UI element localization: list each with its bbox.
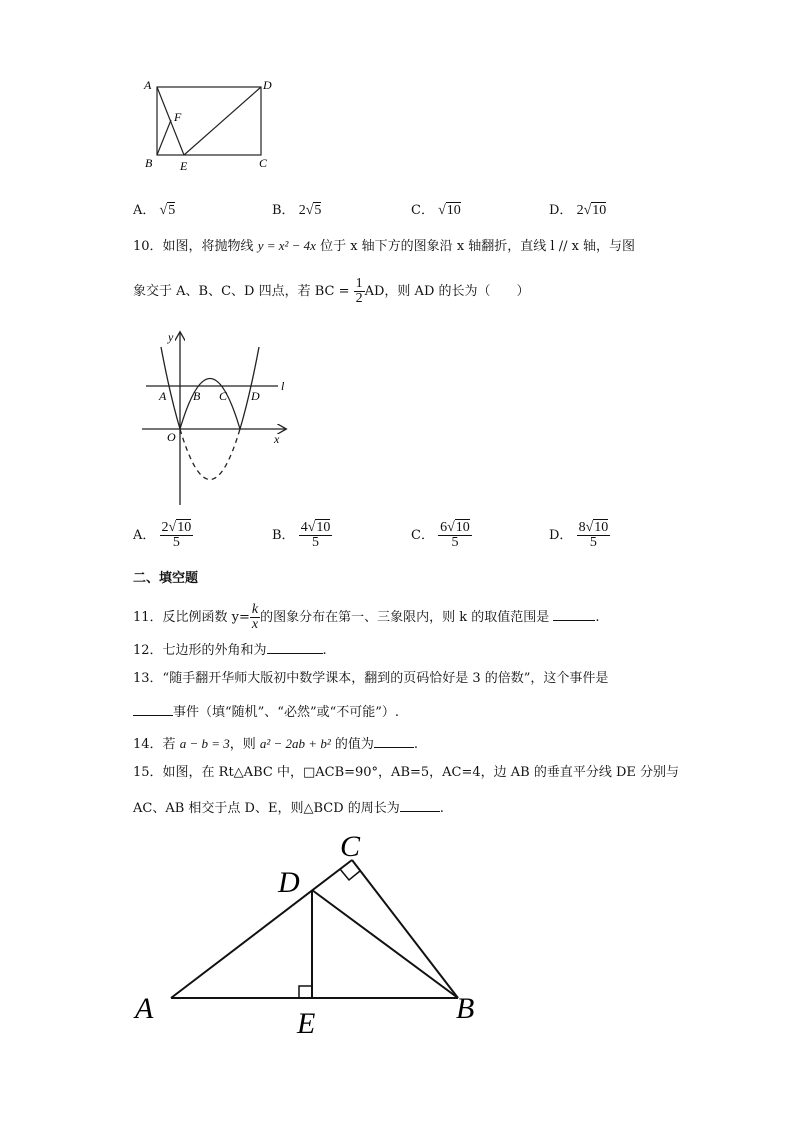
option-letter: A．	[133, 528, 156, 543]
q13-line-1: 13．“随手翻开华师大版初中数学课本，翻到的页码恰好是 3 的倍数”，这个事件是	[133, 671, 609, 686]
option-letter: D．	[549, 203, 573, 218]
q10-option-d	[549, 521, 610, 550]
parabola-right-branch	[240, 347, 259, 429]
label-a: A	[144, 78, 152, 92]
option-value: √5	[159, 203, 176, 218]
q10-line-2: 象交于 A、B、C、D 四点，若 BC = $\frac{1}{2}$ AD，则 AD 的长为（ ）	[133, 276, 530, 306]
label-x: x	[274, 432, 280, 446]
option-value: 2√5	[298, 203, 322, 218]
q10-line-1: 10．如图，将抛物线 y = x² − 4x 位于 x 轴下方的图象沿 x 轴翻折，直线 l // x 轴，与图	[133, 238, 636, 254]
q9-option-d	[549, 199, 606, 219]
label-b: B	[456, 992, 475, 1025]
label-l: l	[281, 379, 285, 393]
label-a: A	[135, 992, 154, 1025]
label-d: D	[263, 78, 272, 92]
answer-blank[interactable]	[267, 639, 323, 654]
label-c: C	[259, 156, 268, 170]
label-c: C	[340, 830, 361, 863]
figure-parabola	[140, 325, 295, 510]
figure-rectangle-abcd	[140, 72, 280, 177]
option-letter: C．	[411, 528, 434, 543]
option-letter: B．	[272, 203, 295, 218]
q13-line-2: 事件（填“随机”、“必然”或“不可能”）.	[133, 701, 399, 722]
segment-cb	[352, 860, 458, 998]
parabola-left-branch	[161, 347, 180, 429]
answer-blank[interactable]	[553, 606, 595, 621]
q12: 12．七边形的外角和为 .	[133, 639, 327, 660]
segment-db	[312, 890, 458, 998]
label-f: F	[174, 110, 182, 124]
segment-ed	[184, 87, 261, 155]
q10-option-b	[272, 521, 332, 550]
answer-blank[interactable]	[374, 733, 414, 748]
q14: 14．若 a − b = 3，则 a² − 2ab + b² 的值为 .	[133, 733, 418, 754]
option-letter: C．	[411, 203, 434, 218]
label-d: D	[251, 389, 260, 403]
section-heading: 二、填空题	[133, 571, 199, 586]
option-value: $\frac{8√10}{5}$	[578, 520, 609, 550]
option-value: √10	[438, 203, 461, 218]
q9-option-b	[272, 199, 321, 219]
q15-line-2: AC、AB 相交于点 D、E，则△BCD 的周长为 .	[133, 797, 444, 818]
answer-blank[interactable]	[133, 701, 173, 716]
option-value: $\frac{2√10}{5}$	[161, 520, 192, 550]
option-letter: D．	[549, 528, 573, 543]
dashed-arc	[180, 429, 240, 480]
label-b: B	[193, 389, 201, 403]
label-b: B	[145, 156, 153, 170]
label-e: E	[180, 159, 188, 173]
q11: 11．反比例函数 y= $\frac{k}{x}$ 的图象分布在第一、三象限内，则 k 的取值范围是 .	[133, 602, 600, 632]
right-angle-mark-e	[299, 986, 312, 998]
option-letter: A．	[133, 203, 156, 218]
label-o: O	[167, 430, 176, 444]
fraction-one-half: $\frac{1}{2}$	[355, 276, 363, 306]
option-value: $\frac{4√10}{5}$	[300, 520, 331, 550]
option-letter: B．	[272, 528, 295, 543]
q9-option-a	[133, 199, 175, 219]
option-value: $\frac{6√10}{5}$	[440, 520, 470, 550]
segment-ac	[171, 860, 352, 998]
q10-option-a	[133, 521, 193, 550]
label-y: y	[168, 330, 174, 344]
label-e: E	[297, 1007, 316, 1040]
q9-option-c	[411, 199, 461, 219]
q15-line-1: 15．如图，在 Rt△ABC 中，□ACB=90°，AB=5，AC=4，边 AB 的垂直平分线 DE 分别与	[133, 765, 680, 780]
figure-triangle-abc	[125, 820, 495, 1045]
segment-bf	[157, 120, 171, 155]
label-c: C	[219, 389, 228, 403]
right-angle-mark-c	[340, 869, 360, 880]
option-value: 2√10	[576, 203, 607, 218]
label-d: D	[278, 866, 300, 899]
rectangle-abcd	[157, 87, 261, 155]
answer-blank[interactable]	[400, 797, 440, 812]
label-a: A	[159, 389, 167, 403]
fraction-k-over-x: $\frac{k}{x}$	[251, 602, 259, 632]
q10-option-c	[411, 521, 472, 550]
